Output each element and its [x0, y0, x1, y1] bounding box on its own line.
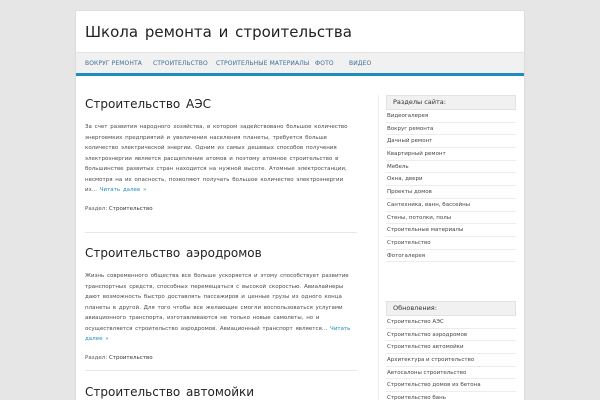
- sidebar-link[interactable]: Сантехника, ванн, бассейны: [386, 199, 516, 212]
- widget-sections: [386, 95, 516, 262]
- post-meta: [85, 206, 357, 212]
- page-container: [75, 10, 525, 400]
- post-excerpt: [85, 122, 357, 196]
- post-excerpt-text: Жизнь современного общества все больше ускоряется и этому способствует развитие транспортных средств, способных перемещаться с высокой скоростью. Авиалайнеры дают возможность быстро доставлять пассажиров и ценные грузы из одного конца планеты в другой. Для того чтобы все желающие смогли воспользоваться услугами авиационного транспорта, изготавливаются не только новые самолеты, но и осуществляется строительство аэродромов. Авиационный транспорт является…: [85, 273, 349, 332]
- sidebar-link[interactable]: Мебель: [386, 161, 516, 174]
- post-title[interactable]: Строительство АЭС: [85, 97, 212, 111]
- post-meta-label: Раздел:: [85, 205, 108, 212]
- sidebar-link[interactable]: Строительство: [386, 237, 516, 250]
- post-category-link[interactable]: Строительство: [108, 354, 153, 361]
- post-meta: [85, 355, 357, 361]
- sidebar-link[interactable]: Автосалоны строительство: [386, 367, 516, 380]
- post-divider: [85, 370, 357, 371]
- sidebar-link[interactable]: Фотогалерея: [386, 250, 516, 263]
- post-category-link[interactable]: Строительство: [108, 205, 153, 212]
- sidebar-link[interactable]: Строительство бань: [386, 392, 516, 400]
- post-title[interactable]: Строительство автомойки: [85, 385, 255, 399]
- post-article: [85, 97, 357, 212]
- widget-title: Обновления:: [386, 301, 516, 316]
- sidebar-link[interactable]: Окна, двери: [386, 173, 516, 186]
- sidebar-link[interactable]: Строительство аэродромов: [386, 329, 516, 342]
- site-title[interactable]: Школа ремонта и строительства: [85, 23, 352, 41]
- widget-list: [386, 316, 516, 400]
- post-excerpt: [85, 271, 357, 345]
- sidebar-link[interactable]: Строительство АЭС: [386, 316, 516, 329]
- nav-item-video[interactable]: ВИДЕО: [349, 60, 372, 67]
- post-divider: [85, 232, 357, 233]
- sidebar-link[interactable]: Проекты домов: [386, 186, 516, 199]
- widget-title: Разделы сайта:: [386, 95, 516, 110]
- post-article: [85, 246, 357, 361]
- sidebar-link[interactable]: Строительство автомойки: [386, 341, 516, 354]
- sidebar-link[interactable]: Стены, потолки, полы: [386, 212, 516, 225]
- post-meta-label: Раздел:: [85, 354, 108, 361]
- nav-item-stroitelstvo[interactable]: СТРОИТЕЛЬСТВО: [153, 60, 208, 67]
- nav-accent-bar: [76, 73, 524, 76]
- sidebar-link[interactable]: Вокруг ремонта: [386, 123, 516, 136]
- post-title[interactable]: Строительство аэродромов: [85, 246, 262, 260]
- read-more-link[interactable]: Читать далее »: [99, 187, 147, 193]
- read-more-link[interactable]: Читать далее »: [85, 325, 351, 342]
- content-sidebar-divider: [378, 95, 379, 400]
- widget-updates: [386, 301, 516, 400]
- widget-list: [386, 110, 516, 262]
- main-nav: [76, 52, 524, 73]
- sidebar-link[interactable]: Строительство домов из бетона: [386, 379, 516, 392]
- nav-item-vokrug-remonta[interactable]: ВОКРУГ РЕМОНТА: [85, 60, 142, 67]
- sidebar-link[interactable]: Архитектура и строительство: [386, 354, 516, 367]
- nav-item-foto[interactable]: ФОТО: [315, 60, 334, 67]
- sidebar-link[interactable]: Строительные материалы: [386, 224, 516, 237]
- post-article: [85, 385, 357, 399]
- nav-item-stroitelnye-materialy[interactable]: СТРОИТЕЛЬНЫЕ МАТЕРИАЛЫ: [216, 60, 310, 67]
- post-excerpt-text: За счет развития народного хозяйства, в котором задействовано большое количество энергоемких предприятий и увеличения населения планеты, требуется больше количество электрической энергии. Одним из самых дешевых способов получения электроэнергии является расщепление атомов и поэтому атомное строительство в большинстве развитых стран находится на нужной высоте. Атомные электростанции, несмотря на их опасность, позволяют получать большое количество электроэнергии из…: [85, 124, 348, 193]
- sidebar-link[interactable]: Дачный ремонт: [386, 135, 516, 148]
- sidebar-link[interactable]: Видеогалерея: [386, 110, 516, 123]
- sidebar-link[interactable]: Квартирный ремонт: [386, 148, 516, 161]
